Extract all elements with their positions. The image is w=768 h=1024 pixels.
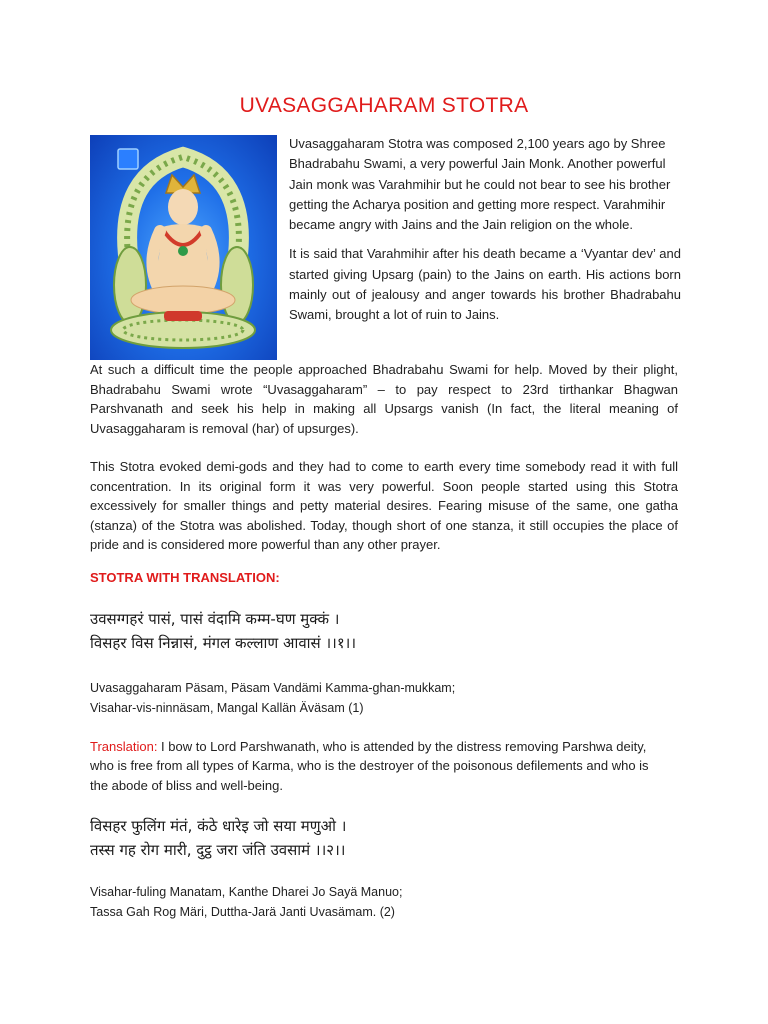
page-title: UVASAGGAHARAM STOTRA <box>239 94 529 117</box>
section-heading: STOTRA WITH TRANSLATION: <box>90 570 280 585</box>
verse-2-transliteration <box>90 883 690 922</box>
verse-line: विसहर फुलिंग मंतं, कंठे धारेइ जो सया मणुओ । <box>90 817 347 835</box>
translation-text: I bow to Lord Parshwanath, who is attended by the distress removing Parshwa deity, who is free from all types of Karma, who is the destroyer of the poisonous defilements and who is the abode of bliss and well-being. <box>90 739 649 793</box>
idol-illustration <box>90 135 277 360</box>
translit-line: Uvasaggaharam Päsam, Päsam Vandämi Kamma-ghan-mukkam; <box>90 681 456 695</box>
body-paragraph-2: This Stotra evoked demi-gods and they had to come to earth every time somebody read it with full concentration. In its original form it was very powerful. Soon people started using this Stotra excessively for smaller things and petty material desires. Fearing misuse of the same, one gatha (stanza) of the Stotra was abolished. Today, though short of one stanza, it still occupies the place of pride and is considered more powerful than any other prayer. <box>90 459 678 553</box>
body-paragraph-1: At such a difficult time the people approached Bhadrabahu Swami for help. Moved by their plight, Bhadrabahu Swami wrote “Uvasaggaharam” – to pay respect to 23rd tirthankar Bhagwan Parshvanath and seek his help in making all Upsargs vanish (In fact, the literal meaning of Uvasaggaharam is removal (har) of upsurges). <box>90 362 678 436</box>
verse-line: उवसग्गहरं पासं, पासं वंदामि कम्म-घण मुक्कं । <box>90 610 340 628</box>
intro-paragraph-1: Uvasaggaharam Stotra was composed 2,100 years ago by Shree Bhadrabahu Swami, a very powerful Jain Monk. Another powerful Jain monk was Varahmihir but he could not bear to see his brother getting the Acharya position and getting more respect. Varahmihir became angry with Jains and the Jain religion on the whole. <box>289 136 671 233</box>
verse-1-translation <box>90 737 670 795</box>
translation-label: Translation: <box>90 739 158 754</box>
verse-line: विसहर विस निन्नासं, मंगल कल्लाण आवासं ।।१।। <box>90 634 356 652</box>
parshvanath-idol-image <box>90 135 277 360</box>
verse-1-transliteration <box>90 679 690 718</box>
verse-2-hindi <box>90 814 690 862</box>
intro-text <box>289 134 681 326</box>
translit-line: Tassa Gah Rog Märi, Duttha-Jarä Janti Uvasämam. (2) <box>90 904 395 919</box>
intro-paragraph-2: It is said that Varahmihir after his death became a ‘Vyantar dev’ and started giving Upsarg (pain) to the Jains on earth. His actions born mainly out of jealousy and anger towards his brother Bhadrabahu Swami, brought a lot of ruin to Jains. <box>289 246 681 323</box>
verse-1-hindi <box>90 607 690 655</box>
verse-line: तस्स गह रोग मारी, दुट्ठ जरा जंति उवसामं ।।२।। <box>90 841 346 859</box>
translit-line: Visahar-fuling Manatam, Kanthe Dharei Jo Sayä Manuo; <box>90 885 403 899</box>
translit-line: Visahar-vis-ninnäsam, Mangal Kallän Äväsam (1) <box>90 700 364 715</box>
